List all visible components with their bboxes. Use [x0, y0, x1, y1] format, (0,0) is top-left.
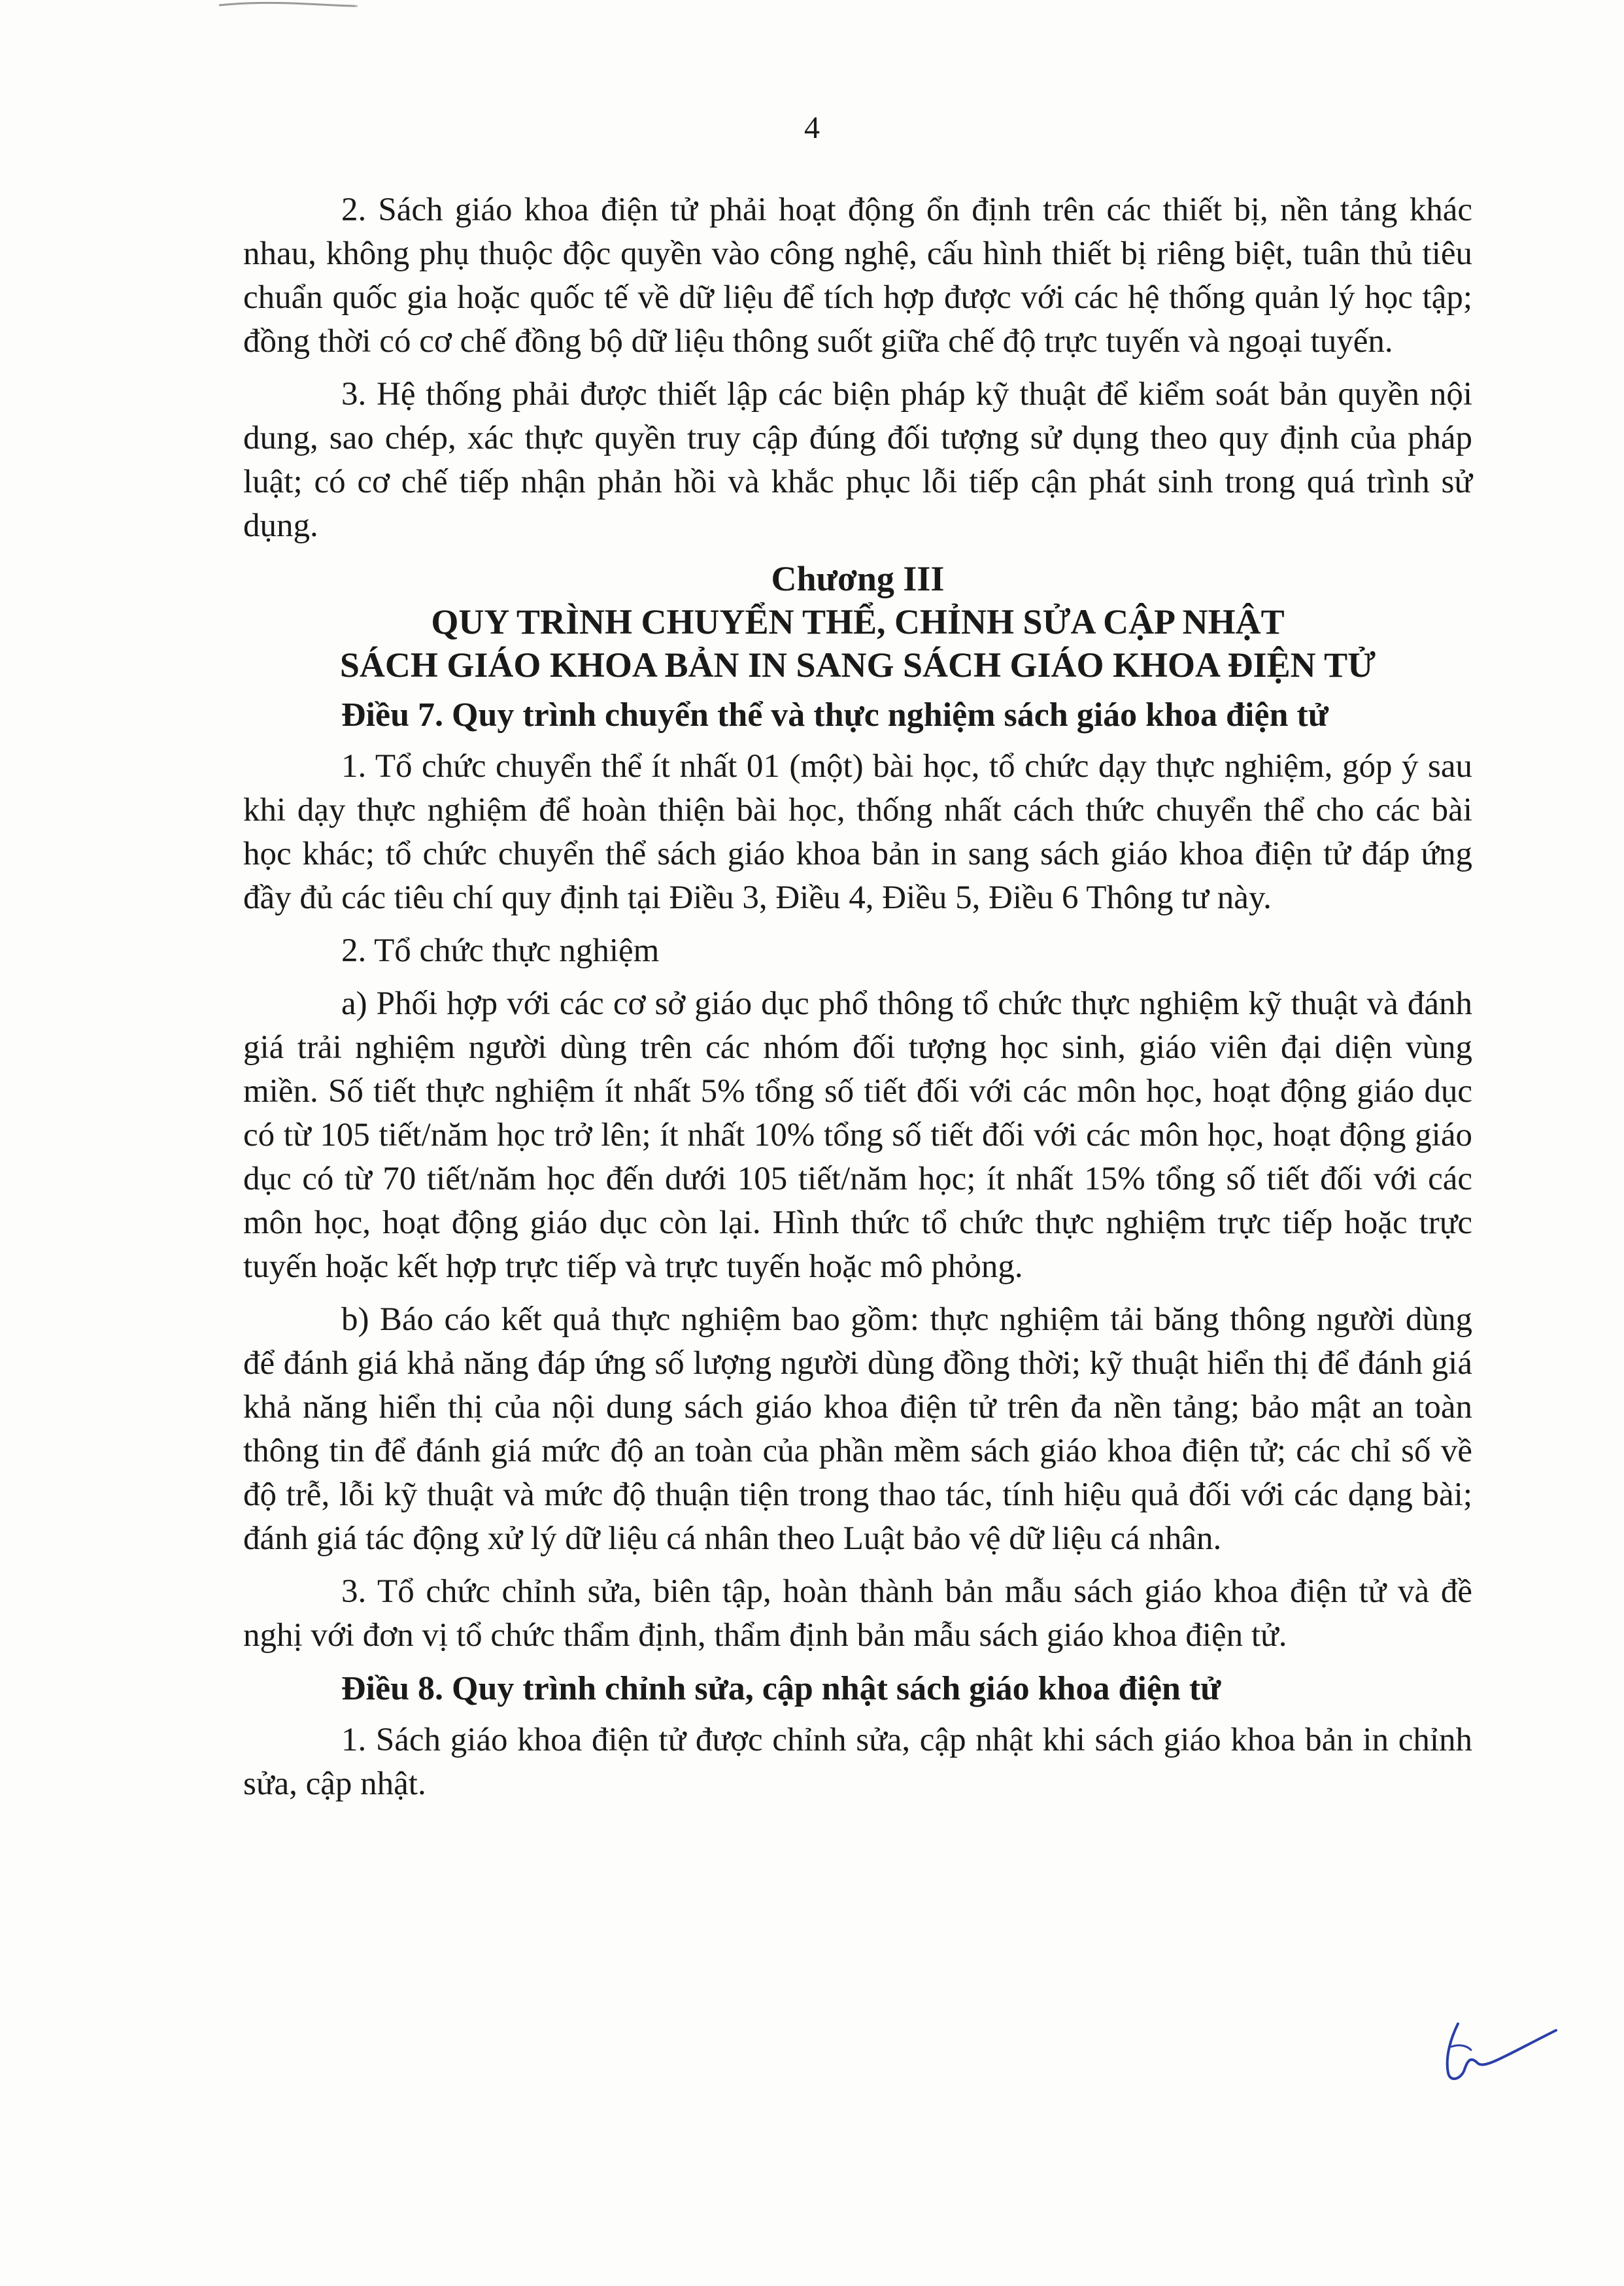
article-8-heading: Điều 8. Quy trình chỉnh sửa, cập nhật sách giáo khoa điện tử	[341, 1670, 1221, 1707]
article-7-clause-1: 1. Tổ chức chuyển thể ít nhất 01 (một) bài học, tổ chức dạy thực nghiệm, góp ý sau khi dạy thực nghiệm để hoàn thiện bài học, thống nhất cách thức chuyển thể cho các bài học khác; tổ chức chuyển thể sách giáo khoa bản in sang sách giáo khoa điện tử đáp ứng đầy đủ các tiêu chí quy định tại Điều 3, Điều 4, Điều 5, Điều 6 Thông tư này.	[243, 748, 1472, 916]
chapter-title-line1: QUY TRÌNH CHUYỂN THỂ, CHỈNH SỬA CẬP NHẬT	[431, 602, 1285, 641]
chapter-label: Chương III	[771, 559, 945, 598]
article-7-heading: Điều 7. Quy trình chuyển thể và thực nghiệm sách giáo khoa điện tử	[341, 696, 1328, 734]
article-7-clause-2b: b) Báo cáo kết quả thực nghiệm bao gồm: thực nghiệm tải băng thông người dùng để đánh giá khả năng đáp ứng số lượng người dùng đồng thời; kỹ thuật hiển thị để đánh giá khả năng hiển thị của nội dung sách giáo khoa điện tử trên đa nền tảng; bảo mật an toàn thông tin để đánh giá mức độ an toàn của phần mềm sách giáo khoa điện tử; các chỉ số về độ trễ, lỗi kỹ thuật và mức độ thuận tiện trong thao tác, tính hiệu quả đối với các dạng bài; đánh giá tác động xử lý dữ liệu cá nhân theo Luật bảo vệ dữ liệu cá nhân.	[243, 1301, 1472, 1557]
paragraph-2: 2. Sách giáo khoa điện tử phải hoạt động ổn định trên các thiết bị, nền tảng khác nhau, không phụ thuộc độc quyền vào công nghệ, cấu hình thiết bị riêng biệt, tuân thủ tiêu chuẩn quốc gia hoặc quốc tế về dữ liệu để tích hợp được với các hệ thống quản lý học tập; đồng thời có cơ chế đồng bộ dữ liệu thông suốt giữa chế độ trực tuyến và ngoại tuyến.	[243, 192, 1472, 360]
document-body	[243, 188, 1472, 1815]
article-7-clause-3: 3. Tổ chức chỉnh sửa, biên tập, hoàn thành bản mẫu sách giáo khoa điện tử và đề nghị với đơn vị tổ chức thẩm định, thẩm định bản mẫu sách giáo khoa điện tử.	[243, 1573, 1472, 1654]
chapter-heading	[243, 557, 1472, 687]
page-number: 4	[804, 111, 820, 145]
article-7-clause-2: 2. Tổ chức thực nghiệm	[341, 932, 660, 969]
chapter-title-line2: SÁCH GIÁO KHOA BẢN IN SANG SÁCH GIÁO KHOA ĐIỆN TỬ	[339, 645, 1376, 685]
initial-signature	[1432, 2011, 1563, 2089]
paragraph-3: 3. Hệ thống phải được thiết lập các biện pháp kỹ thuật để kiểm soát bản quyền nội dung, sao chép, xác thực quyền truy cập đúng đối tượng sử dụng theo quy định của pháp luật; có cơ chế tiếp nhận phản hồi và khắc phục lỗi tiếp cận phát sinh trong quá trình sử dụng.	[243, 376, 1472, 544]
article-8-clause-1: 1. Sách giáo khoa điện tử được chỉnh sửa, cập nhật khi sách giáo khoa bản in chỉnh sửa, cập nhật.	[243, 1722, 1472, 1802]
article-7-clause-2a: a) Phối hợp với các cơ sở giáo dục phổ thông tổ chức thực nghiệm kỹ thuật và đánh giá trải nghiệm người dùng trên các nhóm đối tượng học sinh, giáo viên đại diện vùng miền. Số tiết thực nghiệm ít nhất 5% tổng số tiết đối với các môn học, hoạt động giáo dục có từ 105 tiết/năm học trở lên; ít nhất 10% tổng số tiết đối với các môn học, hoạt động giáo dục có từ 70 tiết/năm học đến dưới 105 tiết/năm học; ít nhất 15% tổng số tiết đối với các môn học, hoạt động giáo dục còn lại. Hình thức tổ chức thực nghiệm trực tiếp hoặc trực tuyến hoặc kết hợp trực tiếp và trực tuyến hoặc mô phỏng.	[243, 985, 1472, 1285]
scan-artifact-mark	[216, 0, 360, 10]
